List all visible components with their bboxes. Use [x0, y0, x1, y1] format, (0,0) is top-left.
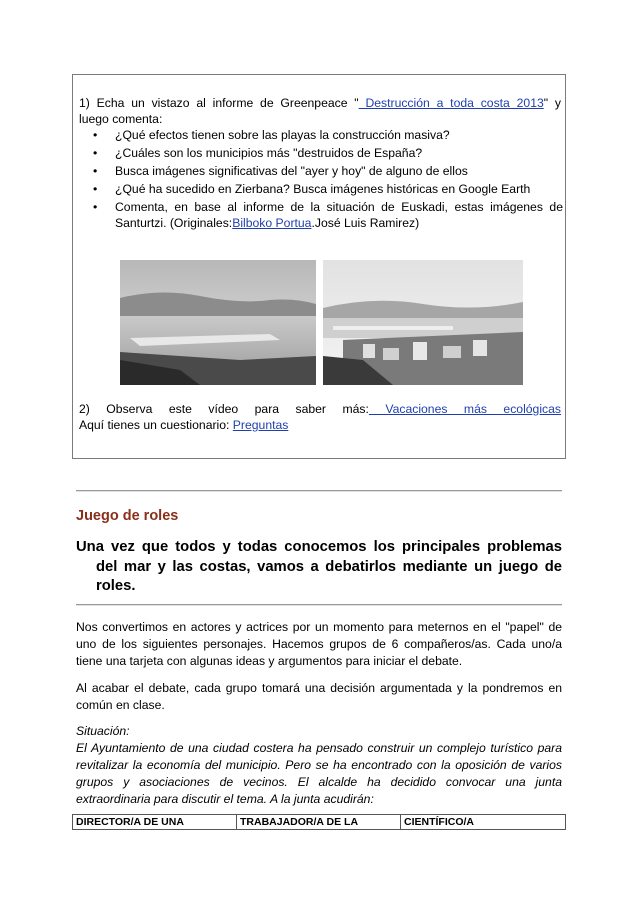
bullet-icon: •	[93, 128, 98, 142]
bullet-text: ¿Qué efectos tienen sobre las playas la construcción masiva?	[115, 128, 450, 142]
bullet-text: Busca imágenes significativas del "ayer y hoy" de alguno de ellos	[115, 164, 468, 178]
bullet-icon: •	[93, 164, 98, 178]
question-1-text-end: " y	[543, 96, 561, 110]
section-heading: Juego de roles	[76, 508, 179, 524]
preguntas-link[interactable]: Preguntas	[232, 418, 289, 432]
divider	[76, 490, 562, 492]
roles-intro	[76, 538, 562, 597]
recent-photo-santurtzi-port	[323, 260, 523, 385]
table-header-cell: CIENTÍFICO/A	[404, 816, 474, 828]
activities-box	[72, 74, 566, 459]
bullet-text: ¿Qué ha sucedido en Zierbana? Busca imágenes históricas en Google Earth	[115, 182, 531, 196]
bullet-text: .José Luis Ramirez)	[311, 216, 420, 230]
table-header-cell: TRABAJADOR/A DE LA	[237, 815, 401, 829]
question-1-line-1	[79, 95, 561, 111]
divider	[76, 604, 562, 606]
old-photo-santurtzi-port	[120, 260, 316, 385]
bullet-icon: •	[93, 146, 98, 160]
bullet-icon: •	[93, 200, 98, 214]
question-1-text: 1) Echa un vistazo al informe de Greenpeace "	[79, 96, 359, 110]
bullet-icon: •	[93, 182, 98, 196]
vacaciones-video-link[interactable]: Vacaciones más ecológicas	[368, 402, 562, 416]
greenpeace-report-link[interactable]: Destrucción a toda costa 2013	[358, 96, 544, 110]
question-2-text: 2) Observa este vídeo para saber más:	[79, 402, 369, 416]
roles-paragraph-1: Nos convertimos en actores y actrices por un momento para meternos en el "papel" de uno de los siguientes personajes. Hacemos grupos de 6 compañeros/as. Cada uno/a tiene una tarjeta con algunas ideas y argumentos para iniciar el debate.	[76, 620, 562, 668]
question-2-text: Aquí tienes un cuestionario:	[79, 418, 233, 432]
roles-paragraph-2: Al acabar el debate, cada grupo tomará una decisión argumentada y la pondremos en común en clase.	[76, 681, 562, 712]
bullet-text: Santurtzi. (Originales:	[115, 216, 233, 230]
bullet-text: ¿Cuáles son los municipios más "destruidos de España?	[115, 146, 423, 160]
intro-rest: del mar y las costas, vamos a debatirlos mediante un juego de roles.	[96, 558, 562, 594]
bilboko-portua-link[interactable]: Bilboko Portua	[232, 216, 312, 230]
question-1-line-2: luego comenta:	[79, 112, 163, 126]
intro-line-1: Una vez que todos y todas conocemos los principales problemas	[76, 539, 562, 555]
bullet-text: Comenta, en base al informe de la situación de Euskadi, estas imágenes de	[115, 200, 563, 214]
question-2-line-2	[79, 417, 288, 433]
table-header-cell: DIRECTOR/A DE UNA	[73, 815, 237, 829]
roles-table-header	[72, 814, 566, 830]
question-2-line-1	[79, 401, 561, 417]
situation-text: El Ayuntamiento de una ciudad costera ha pensado construir un complejo turístico para revitalizar la economía del municipio. Pero se ha encontrado con la oposición de varios grupos y asociaciones de vecinos. El alcalde ha decidido convocar una junta extraordinaria para discutir el tema. A la junta acudirán:	[76, 741, 562, 806]
situation-label: Situación:	[76, 724, 130, 738]
